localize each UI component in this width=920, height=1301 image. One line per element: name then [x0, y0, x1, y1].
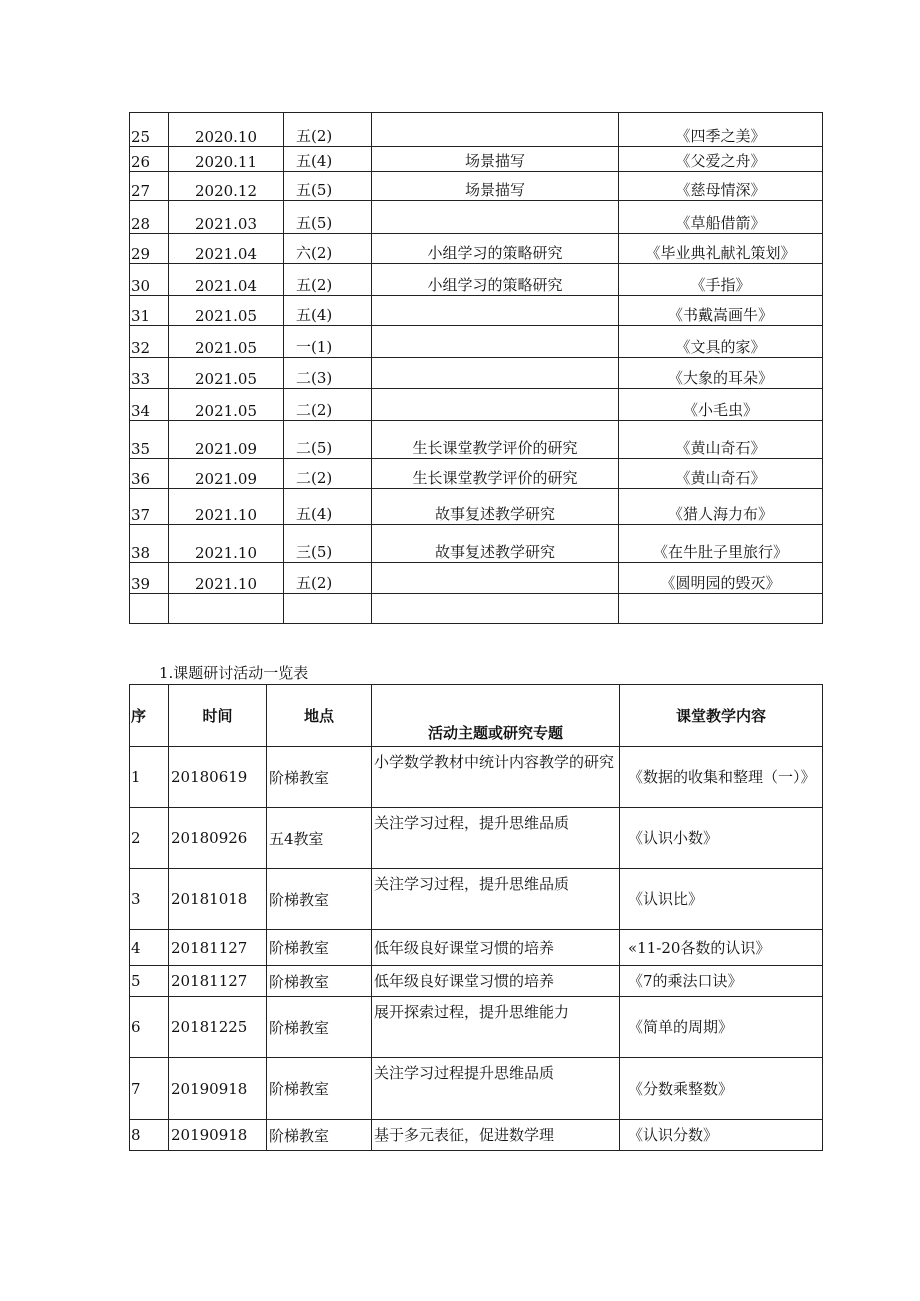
- row-class: 六(2): [284, 234, 372, 264]
- row-topic: 故事复述教学研究: [372, 525, 619, 563]
- row-lesson: 《猎人海力布》: [619, 489, 823, 525]
- row-place: 五4教室: [267, 808, 372, 869]
- table-row: [130, 113, 823, 147]
- row-date: 20180926: [169, 808, 267, 869]
- row-date: 20181127: [169, 966, 267, 997]
- row-lesson: 《黄山奇石》: [619, 459, 823, 489]
- table-row: [130, 966, 823, 997]
- row-date: 2021.09: [169, 459, 284, 489]
- table-row: [130, 997, 823, 1058]
- row-number: 1: [130, 747, 169, 808]
- row-lesson: 《7的乘法口诀》: [620, 966, 823, 997]
- table-caption: 1.课题研讨活动一览表: [159, 664, 309, 682]
- row-lesson: 《认识小数》: [620, 808, 823, 869]
- row-lesson: 《草船借箭》: [619, 201, 823, 234]
- table-row: [130, 594, 823, 624]
- row-lesson: 《慈母情深》: [619, 172, 823, 201]
- row-topic: [372, 201, 619, 234]
- table-row: [130, 201, 823, 234]
- row-class: 五(5): [284, 201, 372, 234]
- row-topic: 生长课堂教学评价的研究: [372, 459, 619, 489]
- row-lesson: 《圆明园的毁灭》: [619, 563, 823, 594]
- row-number: 35: [130, 421, 169, 459]
- row-date: 20180619: [169, 747, 267, 808]
- row-lesson: 《在牛肚子里旅行》: [619, 525, 823, 563]
- row-number: 29: [130, 234, 169, 264]
- table-row: [130, 930, 823, 966]
- row-class: 二(3): [284, 358, 372, 389]
- header-cell-topic: 活动主题或研究专题: [372, 685, 620, 747]
- row-date: 2021.10: [169, 563, 284, 594]
- row-lesson: 《数据的收集和整理（一）》: [620, 747, 823, 808]
- table-row: [130, 421, 823, 459]
- row-class: 五(2): [284, 113, 372, 147]
- activity-table-continued: [129, 112, 823, 624]
- table-row: [130, 459, 823, 489]
- row-topic: [372, 326, 619, 358]
- row-date: 2020.12: [169, 172, 284, 201]
- row-number: 25: [130, 113, 169, 147]
- row-date: 20190918: [169, 1058, 267, 1120]
- row-date: 2021.05: [169, 296, 284, 326]
- row-topic: 低年级良好课堂习惯的培养: [372, 930, 620, 966]
- row-number: [130, 594, 169, 624]
- table-row: [130, 563, 823, 594]
- row-topic: 生长课堂教学评价的研究: [372, 421, 619, 459]
- row-date: 2021.05: [169, 358, 284, 389]
- table-row: [130, 869, 823, 930]
- row-topic: 小学数学教材中统计内容教学的研究: [372, 747, 620, 808]
- table-row: [130, 747, 823, 808]
- row-topic: 场景描写: [372, 172, 619, 201]
- row-number: 39: [130, 563, 169, 594]
- row-number: 8: [130, 1120, 169, 1151]
- row-date: 2021.05: [169, 389, 284, 421]
- row-date: 2021.04: [169, 234, 284, 264]
- table-row: [130, 1058, 823, 1120]
- row-place: 阶梯教室: [267, 930, 372, 966]
- row-date: 2020.10: [169, 113, 284, 147]
- header-cell-date: 时间: [169, 685, 267, 747]
- row-class: 五(4): [284, 296, 372, 326]
- row-lesson: 《黄山奇石》: [619, 421, 823, 459]
- row-date: 20181225: [169, 997, 267, 1058]
- row-lesson: 《小毛虫》: [619, 389, 823, 421]
- header-row: [130, 685, 823, 747]
- row-date: 2021.10: [169, 525, 284, 563]
- row-topic: 基于多元表征，促进数学理: [372, 1120, 620, 1151]
- row-topic: 关注学习过程，提升思维品质: [372, 869, 620, 930]
- row-date: 2021.04: [169, 264, 284, 296]
- row-topic: 关注学习过程，提升思维品质: [372, 808, 620, 869]
- row-topic: [372, 358, 619, 389]
- row-topic: 小组学习的策略研究: [372, 264, 619, 296]
- research-activity-table: [129, 684, 823, 1151]
- row-class: 一(1): [284, 326, 372, 358]
- header-cell-index: 序: [130, 685, 169, 747]
- row-place: 阶梯教室: [267, 869, 372, 930]
- row-lesson: «11-20各数的认识》: [620, 930, 823, 966]
- row-date: 2021.03: [169, 201, 284, 234]
- row-topic: 关注学习过程提升思维品质: [372, 1058, 620, 1120]
- row-class: 五(5): [284, 172, 372, 201]
- row-lesson: 《四季之美》: [619, 113, 823, 147]
- row-number: 26: [130, 147, 169, 172]
- row-lesson: 《毕业典礼献礼策划》: [619, 234, 823, 264]
- row-place: 阶梯教室: [267, 1120, 372, 1151]
- row-class: [284, 594, 372, 624]
- row-class: 二(5): [284, 421, 372, 459]
- row-number: 28: [130, 201, 169, 234]
- row-number: 4: [130, 930, 169, 966]
- row-lesson: [619, 594, 823, 624]
- row-lesson: 《手指》: [619, 264, 823, 296]
- row-lesson: 《父爱之舟》: [619, 147, 823, 172]
- row-place: 阶梯教室: [267, 1058, 372, 1120]
- row-topic: 低年级良好课堂习惯的培养: [372, 966, 620, 997]
- table-row: [130, 296, 823, 326]
- row-number: 2: [130, 808, 169, 869]
- row-class: 五(4): [284, 489, 372, 525]
- table-row: [130, 234, 823, 264]
- row-number: 31: [130, 296, 169, 326]
- row-topic: 小组学习的策略研究: [372, 234, 619, 264]
- table-row: [130, 389, 823, 421]
- table-row: [130, 808, 823, 869]
- row-class: 三(5): [284, 525, 372, 563]
- row-number: 5: [130, 966, 169, 997]
- table-row: [130, 525, 823, 563]
- row-lesson: 《分数乘整数》: [620, 1058, 823, 1120]
- table-row: [130, 147, 823, 172]
- header-cell-lesson: 课堂教学内容: [620, 685, 823, 747]
- table1-body: [130, 113, 823, 624]
- row-date: 20181127: [169, 930, 267, 966]
- table-row: [130, 172, 823, 201]
- row-class: 五(4): [284, 147, 372, 172]
- row-topic: [372, 594, 619, 624]
- row-number: 3: [130, 869, 169, 930]
- row-date: [169, 594, 284, 624]
- row-number: 6: [130, 997, 169, 1058]
- row-topic: [372, 563, 619, 594]
- row-topic: 场景描写: [372, 147, 619, 172]
- row-topic: [372, 389, 619, 421]
- row-place: 阶梯教室: [267, 747, 372, 808]
- row-lesson: 《认识分数》: [620, 1120, 823, 1151]
- row-date: 2020.11: [169, 147, 284, 172]
- row-lesson: 《大象的耳朵》: [619, 358, 823, 389]
- table-row: [130, 358, 823, 389]
- table-row: [130, 264, 823, 296]
- row-class: 二(2): [284, 389, 372, 421]
- row-class: 五(2): [284, 563, 372, 594]
- row-number: 33: [130, 358, 169, 389]
- row-number: 7: [130, 1058, 169, 1120]
- row-number: 30: [130, 264, 169, 296]
- row-date: 2021.05: [169, 326, 284, 358]
- row-place: 阶梯教室: [267, 997, 372, 1058]
- row-lesson: 《认识比》: [620, 869, 823, 930]
- row-number: 27: [130, 172, 169, 201]
- row-topic: [372, 113, 619, 147]
- row-lesson: 《简单的周期》: [620, 997, 823, 1058]
- row-topic: 展开探索过程，提升思维能力: [372, 997, 620, 1058]
- row-number: 34: [130, 389, 169, 421]
- row-date: 2021.10: [169, 489, 284, 525]
- row-date: 20181018: [169, 869, 267, 930]
- row-number: 38: [130, 525, 169, 563]
- table-row: [130, 1120, 823, 1151]
- table-row: [130, 326, 823, 358]
- row-lesson: 《书戴嵩画牛》: [619, 296, 823, 326]
- row-number: 32: [130, 326, 169, 358]
- row-number: 36: [130, 459, 169, 489]
- row-class: 二(2): [284, 459, 372, 489]
- row-date: 2021.09: [169, 421, 284, 459]
- table-row: [130, 489, 823, 525]
- row-topic: 故事复述教学研究: [372, 489, 619, 525]
- row-place: 阶梯教室: [267, 966, 372, 997]
- row-lesson: 《文具的家》: [619, 326, 823, 358]
- row-class: 五(2): [284, 264, 372, 296]
- table2-body: [130, 685, 823, 1151]
- row-topic: [372, 296, 619, 326]
- header-cell-place: 地点: [267, 685, 372, 747]
- row-date: 20190918: [169, 1120, 267, 1151]
- row-number: 37: [130, 489, 169, 525]
